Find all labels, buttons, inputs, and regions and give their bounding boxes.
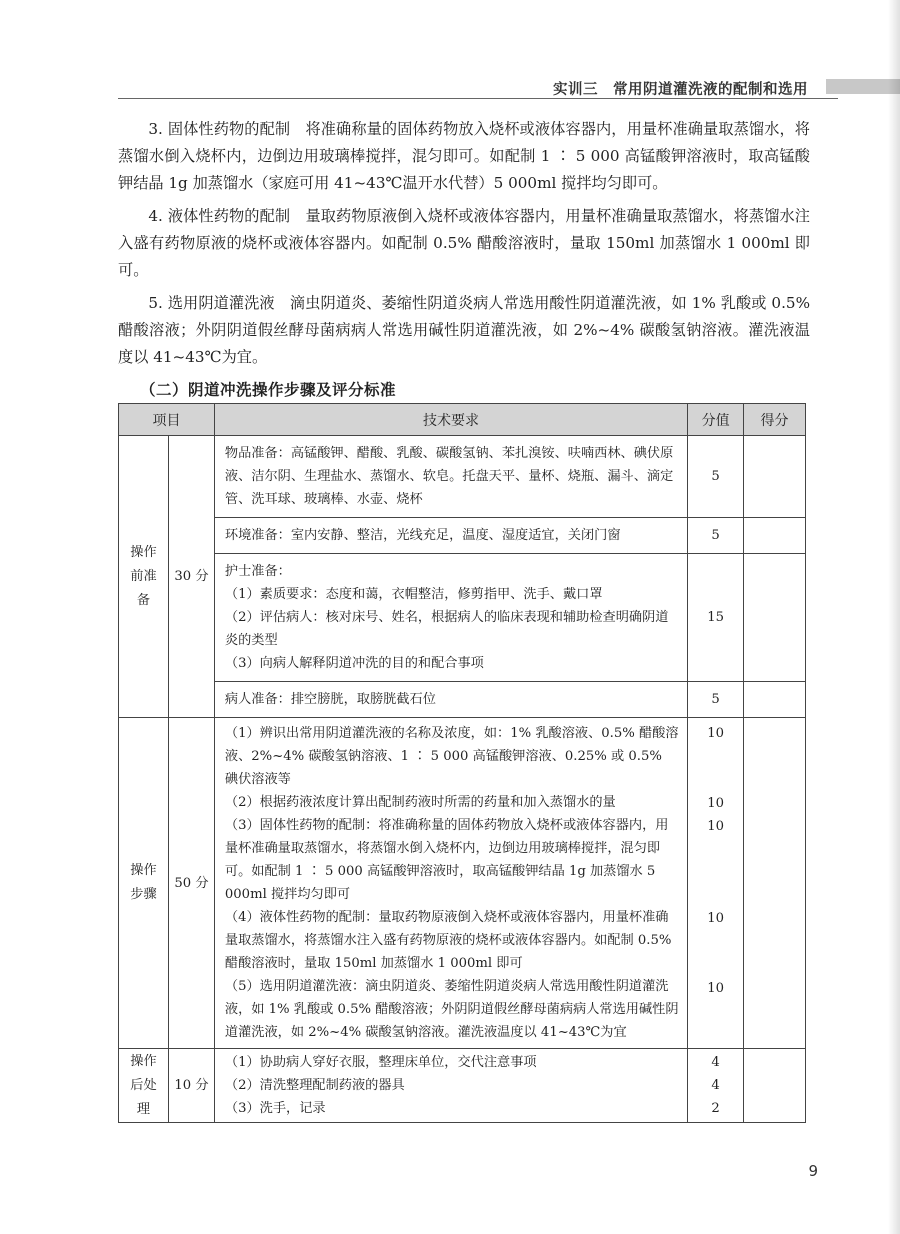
table-header-row — [119, 404, 806, 436]
scoring-table — [118, 403, 806, 1123]
obtained-cell — [744, 718, 806, 1049]
score-value: 10 — [707, 726, 724, 741]
table-row — [119, 554, 806, 682]
header-obtained: 得分 — [744, 404, 806, 436]
running-header: 实训三 常用阴道灌洗液的配制和选用 — [553, 82, 808, 98]
category-post-operation: 操作后处理 — [119, 1049, 169, 1123]
header-item: 项目 — [119, 404, 215, 436]
requirement-line: （3）洗手，记录 — [224, 1101, 326, 1116]
paragraph-liquid-drug: 4. 液体性药物的配制 量取药物原液倒入烧杯或液体容器内，用量杯准确量取蒸馏水，将蒸馏水注入盛有药物原液的烧杯或液体容器内。如配制 0.5% 醋酸溶液时，量取 150ml 加蒸馏水 1 000ml 即可。 — [118, 207, 810, 279]
score-value: 2 — [711, 1101, 720, 1116]
score-value: 10 — [707, 819, 724, 834]
requirement-cell: 环境准备：室内安静、整洁，光线充足，温度、湿度适宜，关闭门窗 — [214, 518, 687, 554]
score-cell: 5 — [688, 682, 744, 718]
score-value: 10 — [707, 796, 724, 811]
obtained-cell — [744, 682, 806, 718]
requirement-line: （2）根据药液浓度计算出配制药液时所需的药量和加入蒸馏水的量 — [224, 795, 616, 810]
category-operation-steps: 操作步骤 — [119, 718, 169, 1049]
table-row — [119, 436, 806, 518]
requirement-line: （3）固体性药物的配制：将准确称量的固体药物放入烧杯或液体容器内，用量杯准确量取蒸馏水，将蒸馏水倒入烧杯内，边倒边用玻璃棒搅拌，混匀即可。如配制 1 ∶ 5 000 高锰酸钾溶液时，取高锰酸钾结晶 1g 加蒸馏水 5 000ml 搅拌均匀即可 — [224, 818, 669, 902]
requirement-line: （5）选用阴道灌洗液：滴虫阴道炎、萎缩性阴道炎病人常选用酸性阴道灌洗液，如 1% 乳酸或 0.5% 醋酸溶液；外阴阴道假丝酵母菌病病人常选用碱性阴道灌洗液，如 2%~4% 碳酸氢钠溶液。灌洗液温度以 41~43℃为宜 — [224, 979, 679, 1040]
requirement-cell — [214, 718, 687, 1049]
score-cell: 15 — [688, 554, 744, 682]
body-text — [118, 116, 810, 414]
paragraph-solid-drug: 3. 固体性药物的配制 将准确称量的固体药物放入烧杯或液体容器内，用量杯准确量取蒸馏水，将蒸馏水倒入烧杯内，边倒边用玻璃棒搅拌，混匀即可。如配制 1 ∶ 5 000 高锰酸钾溶液时，取高锰酸钾结晶 1g 加蒸馏水（家庭可用 41~43℃温开水代替）5 000ml 搅拌均匀即可。 — [118, 120, 810, 192]
table-row — [119, 718, 806, 1049]
category-points: 30 分 — [168, 436, 214, 718]
section-subheading: （二）阴道冲洗操作步骤及评分标准 — [140, 381, 397, 399]
requirement-line: （1）素质要求：态度和蔼，衣帽整洁，修剪指甲、洗手、戴口罩 — [224, 587, 603, 602]
page-number: 9 — [808, 1162, 818, 1180]
requirement-line: （3）向病人解释阴道冲洗的目的和配合事项 — [224, 656, 484, 671]
obtained-cell — [744, 1049, 806, 1123]
category-points: 10 分 — [168, 1049, 214, 1123]
page-edge-shadow — [888, 0, 900, 1234]
requirement-line: （4）液体性药物的配制：量取药物原液倒入烧杯或液体容器内，用量杯准确量取蒸馏水，将蒸馏水注入盛有药物原液的烧杯或液体容器内。如配制 0.5% 醋酸溶液时，量取 150ml 加蒸馏水 1 000ml 即可 — [224, 910, 672, 971]
header-rule — [118, 98, 838, 99]
requirement-line: （2）清洗整理配制药液的器具 — [224, 1078, 405, 1093]
requirement-line: （1）协助病人穿好衣服，整理床单位，交代注意事项 — [224, 1055, 537, 1070]
score-value: 4 — [711, 1055, 720, 1070]
header-score: 分值 — [688, 404, 744, 436]
paragraph-select-solution: 5. 选用阴道灌洗液 滴虫阴道炎、萎缩性阴道炎病人常选用酸性阴道灌洗液，如 1% 乳酸或 0.5% 醋酸溶液；外阴阴道假丝酵母菌病病人常选用碱性阴道灌洗液，如 2%~4% 碳酸氢钠溶液。灌洗液温度以 41~43℃为宜。 — [118, 294, 810, 366]
score-cell — [688, 718, 744, 1049]
score-cell — [688, 1049, 744, 1123]
requirement-cell: 病人准备：排空膀胱，取膀胱截石位 — [214, 682, 687, 718]
score-cell: 5 — [688, 436, 744, 518]
table-row — [119, 518, 806, 554]
score-value: 10 — [707, 981, 724, 996]
table-row — [119, 1049, 806, 1123]
requirement-line: （2）评估病人：核对床号、姓名，根据病人的临床表现和辅助检查明确阴道炎的类型 — [224, 610, 669, 648]
score-cell: 5 — [688, 518, 744, 554]
header-requirements: 技术要求 — [214, 404, 687, 436]
score-value: 4 — [711, 1078, 720, 1093]
table-row — [119, 682, 806, 718]
requirement-line: （1）辨识出常用阴道灌洗液的名称及浓度，如：1% 乳酸溶液、0.5% 醋酸溶液、2%~4% 碳酸氢钠溶液、1 ∶ 5 000 高锰酸钾溶液、0.25% 或 0.5% 碘伏溶液等 — [224, 726, 679, 787]
score-value: 10 — [707, 911, 724, 926]
obtained-cell — [744, 518, 806, 554]
obtained-cell — [744, 554, 806, 682]
category-points: 50 分 — [168, 718, 214, 1049]
requirement-cell — [214, 554, 687, 682]
requirement-line: 护士准备： — [224, 564, 291, 579]
requirement-cell: 物品准备：高锰酸钾、醋酸、乳酸、碳酸氢钠、苯扎溴铵、呋喃西林、碘伏原液、洁尔阴、生理盐水、蒸馏水、软皂。托盘天平、量杯、烧瓶、漏斗、滴定管、洗耳球、玻璃棒、水壶、烧杯 — [214, 436, 687, 518]
requirement-cell — [214, 1049, 687, 1123]
category-pre-operation: 操作前准备 — [119, 436, 169, 718]
obtained-cell — [744, 436, 806, 518]
